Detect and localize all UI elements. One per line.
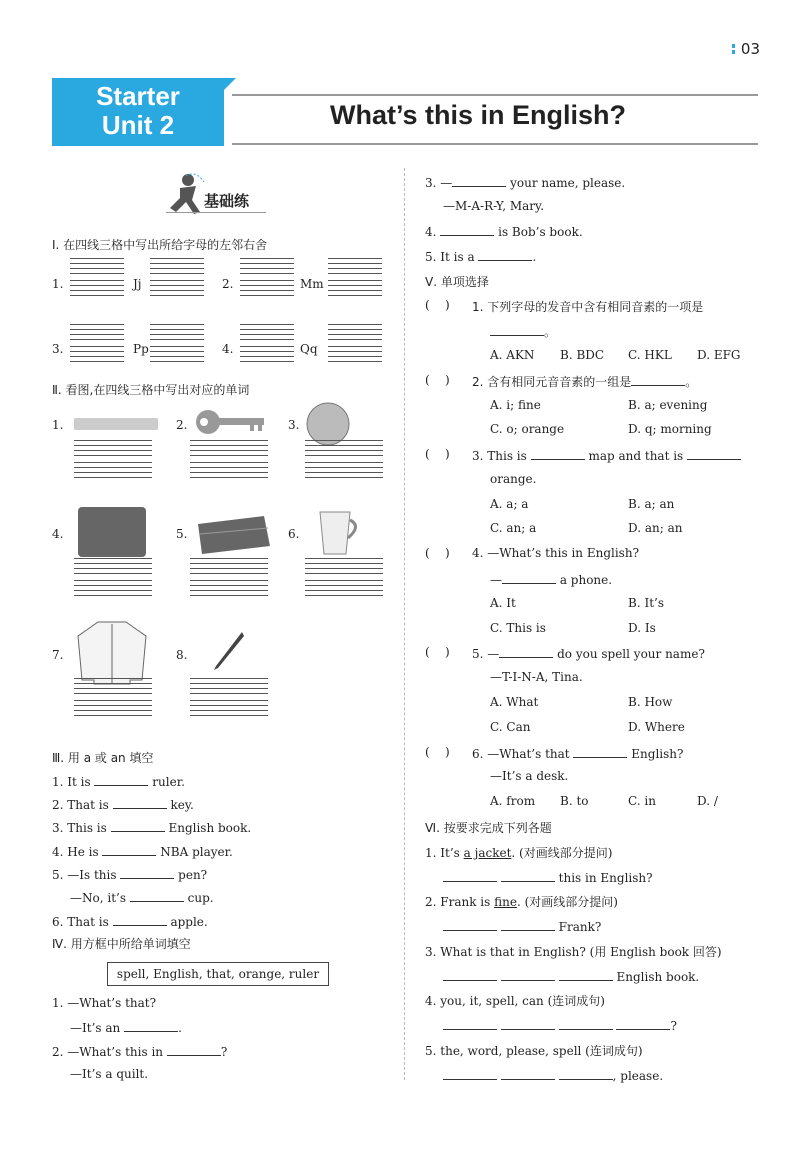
q5-stem: 5. — do you spell your name? — [472, 647, 705, 661]
s6-q2: 2. Frank is fine. (对画线部分提问) — [425, 895, 618, 909]
s4-line-1: 1. —What’s that? — [52, 996, 157, 1010]
answer-blank[interactable] — [113, 796, 167, 809]
answer-blank[interactable] — [687, 447, 741, 460]
page-number: 03 — [741, 40, 760, 58]
answer-blank[interactable] — [478, 248, 532, 261]
s6-q3-answer: English book. — [443, 968, 699, 984]
q4-line2: — a phone. — [490, 573, 613, 587]
q1-opt-d[interactable]: D. EFG — [697, 348, 741, 362]
s6-q1: 1. It’s a jacket. (对画线部分提问) — [425, 846, 613, 860]
q3-opt-c[interactable]: C. an; a — [490, 521, 537, 535]
four-line-grid[interactable] — [150, 280, 204, 296]
answer-blank[interactable] — [102, 843, 156, 856]
s2-num-1: 1. — [52, 418, 64, 432]
s1-letter-1: Jj — [133, 277, 142, 291]
s3-line: 5. —Is this pen? — [52, 868, 208, 882]
four-line-grid[interactable] — [74, 558, 152, 574]
q6-opt-c[interactable]: C. in — [628, 794, 656, 808]
q4-opt-a[interactable]: A. It — [490, 596, 516, 610]
answer-blank[interactable] — [502, 571, 556, 584]
four-line-grid[interactable] — [74, 440, 152, 456]
answer-blank[interactable] — [130, 889, 184, 902]
s3-line: 4. He is NBA player. — [52, 845, 233, 859]
answer-blank[interactable] — [531, 447, 585, 460]
s1-num-2: 2. — [222, 277, 234, 291]
s2-num-7: 7. — [52, 648, 64, 662]
four-line-grid[interactable] — [240, 324, 294, 340]
s2-num-3: 3. — [288, 418, 300, 432]
four-line-grid[interactable] — [150, 346, 204, 362]
s6-q4: 4. you, it, spell, can (连词成句) — [425, 994, 605, 1008]
four-line-grid[interactable] — [305, 440, 383, 456]
answer-blank[interactable] — [616, 1017, 670, 1030]
four-line-grid[interactable] — [190, 558, 268, 574]
q5-opt-c[interactable]: C. Can — [490, 720, 531, 734]
answer-blank[interactable] — [501, 918, 555, 931]
section1-heading: Ⅰ. 在四线三格中写出所给字母的左邻右舍 — [52, 238, 268, 252]
title-rule-bottom — [232, 143, 758, 145]
q4-opt-c[interactable]: C. This is — [490, 621, 546, 635]
answer-blank[interactable] — [501, 1067, 555, 1080]
column-separator — [404, 168, 405, 1080]
s2-num-4: 4. — [52, 527, 64, 541]
q3-paren[interactable]: ( ) — [425, 447, 450, 461]
four-line-grid[interactable] — [74, 462, 152, 478]
section4-heading: Ⅳ. 用方框中所给单词填空 — [52, 937, 191, 951]
q5-opt-b[interactable]: B. How — [628, 695, 673, 709]
section5-heading: Ⅴ. 单项选择 — [425, 275, 489, 289]
four-line-grid[interactable] — [240, 280, 294, 296]
s1-letter-3: Pp — [133, 342, 149, 356]
answer-blank[interactable] — [124, 1019, 178, 1032]
key-picture — [194, 406, 266, 438]
answer-blank[interactable] — [501, 968, 555, 981]
s6-q4-answer: ? — [443, 1017, 677, 1033]
four-line-grid[interactable] — [328, 346, 382, 362]
q6-line2: —It’s a desk. — [490, 769, 569, 783]
answer-blank[interactable] — [440, 223, 494, 236]
q6-paren[interactable]: ( ) — [425, 745, 450, 759]
s6-q3: 3. What is that in English? (用 English book 回答) — [425, 945, 722, 959]
four-line-grid[interactable] — [150, 324, 204, 340]
s6-q2-answer: Frank? — [443, 918, 601, 934]
q2-paren[interactable]: ( ) — [425, 373, 450, 387]
banner-line2: Unit 2 — [101, 110, 175, 140]
answer-blank[interactable] — [443, 968, 497, 981]
answer-blank[interactable] — [559, 968, 613, 981]
four-line-grid[interactable] — [190, 678, 268, 694]
four-line-grid[interactable] — [305, 580, 383, 596]
s1-num-1: 1. — [52, 277, 64, 291]
r-line-2: —M-A-R-Y, Mary. — [443, 199, 545, 213]
q2-opt-c[interactable]: C. o; orange — [490, 422, 565, 436]
four-line-grid[interactable] — [70, 324, 124, 340]
four-line-grid[interactable] — [74, 678, 152, 694]
answer-blank[interactable] — [501, 1017, 555, 1030]
practice-label: 基础练 — [204, 192, 250, 210]
unit-banner — [52, 78, 224, 146]
answer-blank[interactable] — [559, 1017, 613, 1030]
four-line-grid[interactable] — [190, 462, 268, 478]
s6-q1-answer: this in English? — [443, 869, 653, 885]
s1-num-4: 4. — [222, 342, 234, 356]
answer-blank[interactable] — [559, 1067, 613, 1080]
q2-opt-b[interactable]: B. a; evening — [628, 398, 708, 412]
answer-blank[interactable] — [501, 869, 555, 882]
r-line-1: 3. — your name, please. — [425, 176, 626, 190]
q1-paren[interactable]: ( ) — [425, 298, 450, 312]
four-line-grid[interactable] — [328, 280, 382, 296]
banner-fold — [224, 78, 236, 90]
pen-picture — [210, 630, 246, 672]
q6-stem: 6. —What’s that English? — [472, 747, 684, 761]
s2-num-2: 2. — [176, 418, 188, 432]
answer-blank[interactable] — [573, 745, 627, 758]
page-title: What’s this in English? — [330, 100, 626, 130]
s1-letter-2: Mm — [300, 277, 324, 291]
q5-opt-a[interactable]: A. What — [490, 695, 539, 709]
four-line-grid[interactable] — [328, 324, 382, 340]
q1-stem: 1. 下列字母的发音中含有相同音素的一项是 — [472, 300, 704, 314]
q5-paren[interactable]: ( ) — [425, 645, 450, 659]
four-line-grid[interactable] — [70, 346, 124, 362]
runner-icon — [166, 172, 206, 216]
q6-opt-a[interactable]: A. from — [490, 794, 536, 808]
four-line-grid[interactable] — [190, 580, 268, 596]
title-rule-top — [232, 94, 758, 96]
jacket-picture — [76, 620, 148, 686]
answer-blank[interactable] — [443, 1067, 497, 1080]
s4-line-3: 2. —What’s this in ? — [52, 1045, 228, 1059]
s3-line: 1. It is ruler. — [52, 775, 185, 789]
q6-opt-d[interactable]: D. / — [697, 794, 718, 808]
q2-opt-d[interactable]: D. q; morning — [628, 422, 712, 436]
answer-blank[interactable] — [443, 1017, 497, 1030]
four-line-grid[interactable] — [190, 700, 268, 716]
q3-stem: 3. This is map and that is — [472, 447, 741, 463]
q4-stem: 4. —What’s this in English? — [472, 546, 639, 560]
answer-blank[interactable] — [490, 323, 544, 336]
answer-blank[interactable] — [111, 819, 165, 832]
s6-q5: 5. the, word, please, spell (连词成句) — [425, 1044, 643, 1058]
four-line-grid[interactable] — [305, 462, 383, 478]
q4-paren[interactable]: ( ) — [425, 546, 450, 560]
answer-blank[interactable] — [167, 1043, 221, 1056]
banner-line1: Starter — [96, 81, 180, 111]
q1-stem-cont: 。 — [490, 323, 556, 340]
s6-q5-answer: , please. — [443, 1067, 663, 1083]
s2-num-8: 8. — [176, 648, 188, 662]
s3-line: 6. That is apple. — [52, 915, 208, 929]
answer-blank[interactable] — [631, 373, 685, 386]
q5-opt-d[interactable]: D. Where — [628, 720, 685, 734]
q2-opt-a[interactable]: A. i; fine — [490, 398, 541, 412]
q3-opt-d[interactable]: D. an; an — [628, 521, 683, 535]
q3-stem-cont: orange. — [490, 472, 537, 486]
s3-line: 2. That is key. — [52, 798, 194, 812]
section6-heading: Ⅵ. 按要求完成下列各题 — [425, 821, 552, 835]
quilt-picture — [194, 510, 272, 556]
s1-num-3: 3. — [52, 342, 64, 356]
answer-blank[interactable] — [120, 866, 174, 879]
four-line-grid[interactable] — [150, 258, 204, 274]
q1-opt-b[interactable]: B. BDC — [560, 348, 605, 362]
four-line-grid[interactable] — [240, 346, 294, 362]
s3-line: —No, it’s cup. — [70, 891, 214, 905]
q4-opt-b[interactable]: B. It’s — [628, 596, 664, 610]
ruler-picture — [74, 418, 158, 430]
four-line-grid[interactable] — [70, 280, 124, 296]
four-line-grid[interactable] — [190, 440, 268, 456]
r-line-4: 5. It is a . — [425, 250, 537, 264]
four-line-grid[interactable] — [328, 258, 382, 274]
four-line-grid[interactable] — [74, 700, 152, 716]
answer-blank[interactable] — [452, 174, 506, 187]
q6-opt-b[interactable]: B. to — [560, 794, 589, 808]
s4-line-2: —It’s an . — [70, 1021, 182, 1035]
answer-blank[interactable] — [443, 918, 497, 931]
four-line-grid[interactable] — [305, 558, 383, 574]
four-line-grid[interactable] — [240, 258, 294, 274]
word-box: spell, English, that, orange, ruler — [107, 962, 329, 986]
s2-num-5: 5. — [176, 527, 188, 541]
answer-blank[interactable] — [499, 645, 553, 658]
s1-letter-4: Qq — [300, 342, 318, 356]
q1-opt-a[interactable]: A. AKN — [490, 348, 535, 362]
s3-line: 3. This is English book. — [52, 821, 252, 835]
q1-opt-c[interactable]: C. HKL — [628, 348, 672, 362]
q3-opt-a[interactable]: A. a; a — [490, 497, 529, 511]
q2-stem: 2. 含有相同元音音素的一组是 。 — [472, 375, 698, 389]
cup-picture — [316, 510, 362, 556]
answer-blank[interactable] — [443, 869, 497, 882]
q5-line2: —T-I-N-A, Tina. — [490, 670, 583, 684]
four-line-grid[interactable] — [74, 580, 152, 596]
q3-opt-b[interactable]: B. a; an — [628, 497, 675, 511]
map-picture — [78, 507, 146, 557]
s4-line-4: —It’s a quilt. — [70, 1067, 149, 1081]
section2-heading: Ⅱ. 看图,在四线三格中写出对应的单词 — [52, 383, 250, 397]
answer-blank[interactable] — [94, 773, 148, 786]
r-line-3: 4. is Bob’s book. — [425, 225, 583, 239]
s2-num-6: 6. — [288, 527, 300, 541]
section3-heading: Ⅲ. 用 a 或 an 填空 — [52, 751, 154, 765]
answer-blank[interactable] — [113, 913, 167, 926]
practice-badge — [166, 172, 266, 216]
four-line-grid[interactable] — [70, 258, 124, 274]
q4-opt-d[interactable]: D. Is — [628, 621, 656, 635]
